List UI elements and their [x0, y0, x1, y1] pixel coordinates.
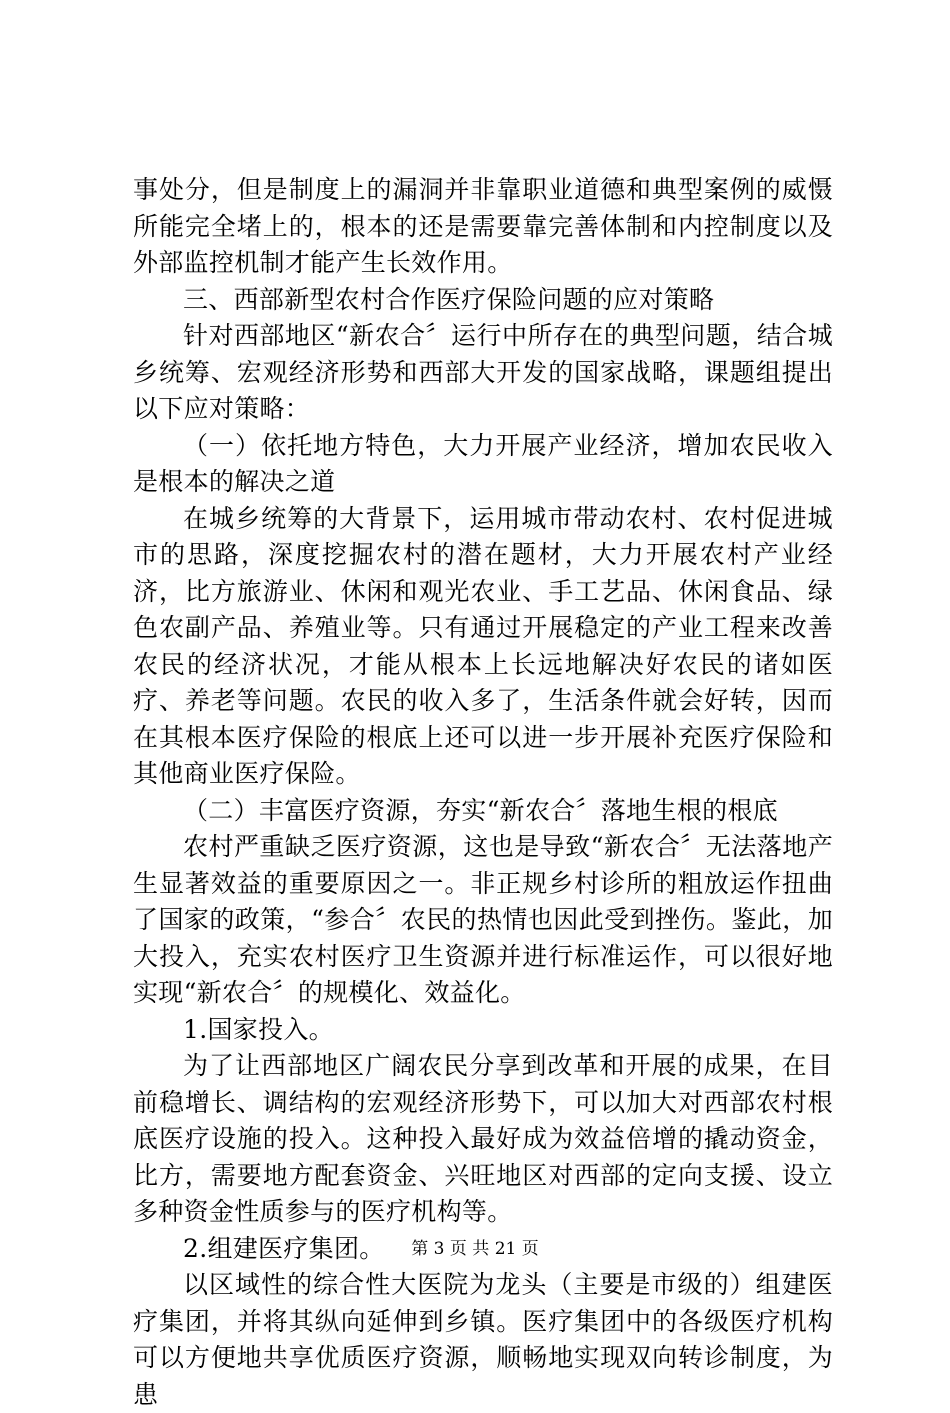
section-heading: 三、西部新型农村合作医疗保险问题的应对策略 [183, 284, 715, 314]
paragraph: 为了让西部地区广阔农民分享到改革和开展的成果，在目前稳增长、调结构的宏观经济形势下，可以加大对西部农村根底医疗设施的投入。这种投入最好成为效益倍增的撬动资金，比方，需要地方配套资金、兴旺地区对西部的定向支援、设立多种资金性质参与的医疗机构等。 [133, 1051, 833, 1226]
list-heading: 1.国家投入。 [183, 1014, 334, 1044]
paragraph: 以区域性的综合性大医院为龙头（主要是市级的）组建医疗集团，并将其纵向延伸到乡镇。医疗集团中的各级医疗机构可以方便地共享优质医疗资源，顺畅地实现双向转诊制度，为患 [133, 1270, 833, 1409]
page-number: 第 3 页 共 21 页 [411, 1239, 539, 1259]
subsection-heading: （二）丰富医疗资源，夯实“新农合〞落地生根的根底 [183, 795, 778, 825]
page-footer [0, 1238, 950, 1260]
paragraph: 在城乡统筹的大背景下，运用城市带动农村、农村促进城市的思路，深度挖掘农村的潜在题材，大力开展农村产业经济，比方旅游业、休闲和观光农业、手工艺品、休闲食品、绿色农副产品、养殖业等。只有通过开展稳定的产业工程来改善农民的经济状况，才能从根本上长远地解决好农民的诸如医疗、养老等问题。农民的收入多了，生活条件就会好转，因而在其根本医疗保险的根底上还可以进一步开展补充医疗保险和其他商业医疗保险。 [133, 503, 833, 788]
subsection-heading: （一）依托地方特色，大力开展产业经济，增加农民收入是根本的解决之道 [133, 430, 833, 496]
paragraph: 农村严重缺乏医疗资源，这也是导致“新农合〞无法落地产生显著效益的重要原因之一。非正规乡村诊所的粗放运作扭曲了国家的政策，“参合〞农民的热情也因此受到挫伤。鉴此，加大投入，充实农村医疗卫生资源并进行标准运作，可以很好地实现“新农合〞的规模化、效益化。 [133, 832, 833, 1007]
list-heading: 2.组建医疗集团。 [183, 1233, 385, 1263]
paragraph: 针对西部地区“新农合〞运行中所存在的典型问题，结合城乡统筹、宏观经济形势和西部大开发的国家战略，课题组提出以下应对策略： [133, 321, 833, 423]
paragraph: 事处分，但是制度上的漏洞并非靠职业道德和典型案例的威慑所能完全堵上的，根本的还是需要靠完善体制和内控制度以及外部监控机制才能产生长效作用。 [133, 175, 833, 277]
document-body [133, 172, 833, 1413]
